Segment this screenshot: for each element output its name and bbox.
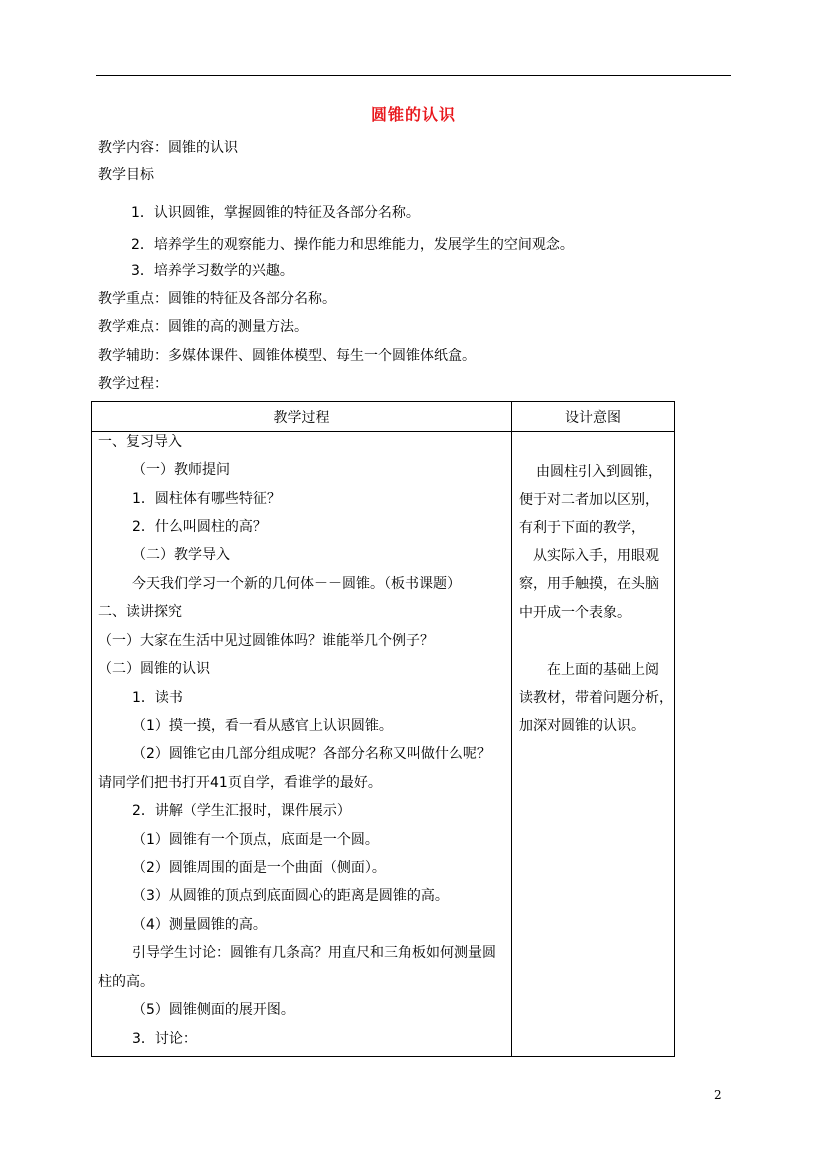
teaching-aids: 教学辅助：多媒体课件、圆锥体模型、每生一个圆锥体纸盒。: [98, 348, 476, 364]
process-line: （5）圆锥侧面的展开图。: [132, 1002, 295, 1018]
intent-line: 察，用手触摸，在头脑: [519, 576, 659, 592]
process-line: 柱的高。: [98, 974, 154, 990]
intent-line: 加深对圆锥的认识。: [519, 718, 645, 734]
process-line: 2．什么叫圆柱的高？: [132, 519, 267, 535]
process-line: （4）测量圆锥的高。: [132, 917, 267, 933]
process-line: （一）教师提问: [132, 462, 230, 478]
process-line: 引导学生讨论：圆锥有几条高？用直尺和三角板如何测量圆: [132, 945, 496, 961]
teaching-content: 教学内容：圆锥的认识: [98, 140, 238, 156]
intent-line: 从实际入手，用眼观: [533, 548, 659, 564]
intent-line: 有利于下面的教学，: [519, 520, 645, 536]
process-table: [91, 401, 675, 1057]
process-line: 一、复习导入: [98, 434, 182, 450]
teaching-difficulty: 教学难点：圆锥的高的测量方法。: [98, 319, 308, 335]
process-cell: [92, 432, 512, 1057]
process-line: 今天我们学习一个新的几何体－－圆锥。（板书课题）: [132, 576, 461, 592]
intent-line: 在上面的基础上阅: [547, 662, 659, 678]
process-line: （1）圆锥有一个顶点，底面是一个圆。: [132, 832, 379, 848]
intent-line: 中开成一个表象。: [519, 605, 631, 621]
column-header-process: 教学过程: [92, 402, 512, 432]
page-number: 2: [714, 1088, 722, 1102]
teaching-goals-heading: 教学目标: [98, 167, 154, 183]
goal-1: 1．认识圆锥，掌握圆锥的特征及各部分名称。: [131, 205, 420, 221]
intent-cell: [512, 432, 675, 1057]
teaching-focus: 教学重点：圆锥的特征及各部分名称。: [98, 291, 336, 307]
column-header-intent: 设计意图: [512, 402, 675, 432]
goal-2: 2．培养学生的观察能力、操作能力和思维能力，发展学生的空间观念。: [131, 237, 574, 253]
intent-line: 读教材，带着问题分析，: [519, 690, 673, 706]
process-line: 1．圆柱体有哪些特征？: [132, 491, 281, 507]
process-line: 请同学们把书打开41页自学，看谁学的最好。: [98, 775, 382, 791]
process-line: 二、读讲探究: [98, 604, 182, 620]
intent-line: 便于对二者加以区别，: [519, 492, 659, 508]
process-line: （1）摸一摸，看一看从感官上认识圆锥。: [132, 718, 393, 734]
header-rule: [96, 75, 731, 76]
goal-3: 3．培养学习数学的兴趣。: [131, 263, 294, 279]
page-title: 圆锥的认识: [370, 105, 456, 124]
process-line: 1．读书: [132, 690, 183, 706]
process-line: 3．讨论：: [132, 1031, 197, 1047]
process-line: （3）从圆锥的顶点到底面圆心的距离是圆锥的高。: [132, 888, 449, 904]
process-line: （二）圆锥的认识: [98, 661, 210, 677]
process-line: （2）圆锥周围的面是一个曲面（侧面）。: [132, 860, 386, 876]
intent-line: 由圆柱引入到圆锥，: [536, 464, 662, 480]
process-line: 2．讲解（学生汇报时，课件展示）: [132, 803, 351, 819]
teaching-process-heading: 教学过程：: [98, 376, 168, 392]
process-line: （二）教学导入: [132, 547, 230, 563]
process-line: （一）大家在生活中见过圆锥体吗？谁能举几个例子？: [98, 633, 434, 649]
process-line: （2）圆锥它由几部分组成呢？各部分名称又叫做什么呢？: [132, 746, 491, 762]
